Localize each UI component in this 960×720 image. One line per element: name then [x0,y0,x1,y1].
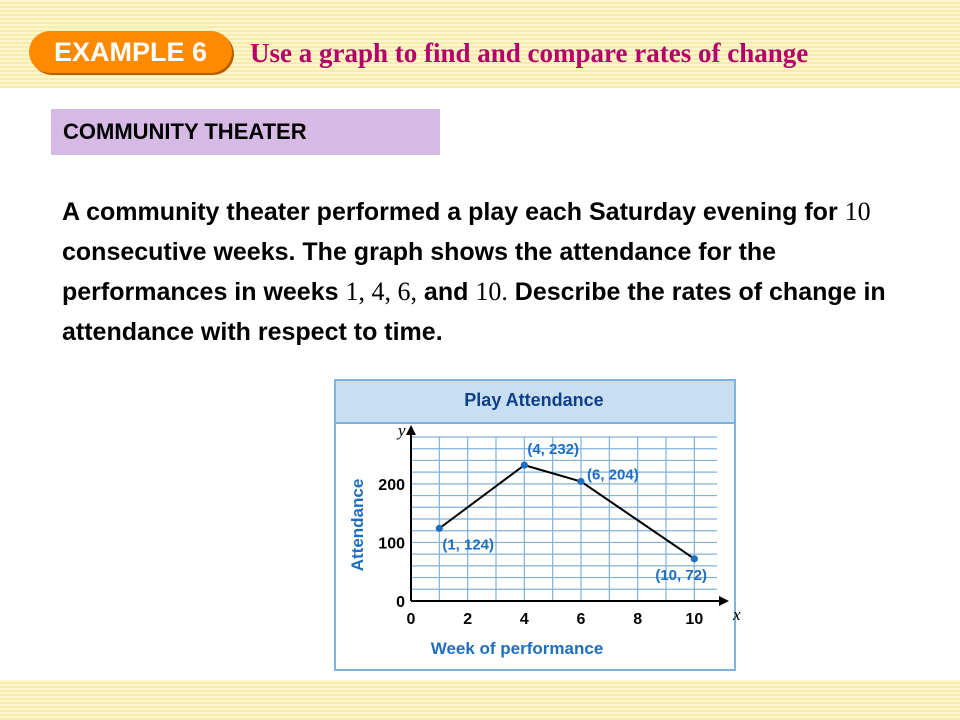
problem-number-week-last: 10. [475,277,508,306]
x-tick-label: 10 [685,611,704,628]
y-axis-variable: y [398,421,406,440]
problem-text-3: and [416,278,476,306]
section-label-text: COMMUNITY THEATER [63,119,307,144]
x-tick-label: 4 [519,611,529,628]
data-point [577,478,584,485]
y-axis-label: Attendance [348,478,367,572]
section-label [51,109,440,155]
data-point-label: (1, 124) [442,536,495,554]
x-axis-label: Week of performance [430,639,604,658]
x-tick-label: 6 [576,611,586,628]
attendance-chart [334,379,741,671]
problem-number-weeks-total: 10 [844,197,871,226]
data-point [521,462,528,469]
slide-heading: Use a graph to find and compare rates of change [250,38,809,68]
y-tick-label: 0 [396,594,405,611]
x-tick-label: 8 [633,611,643,628]
data-point-label: (4, 232) [527,441,580,459]
data-point-label: (6, 204) [587,466,639,484]
y-tick-label: 200 [378,476,405,494]
x-axis-variable: x [733,605,741,624]
data-point [436,525,443,532]
problem-text-2: consecutive weeks. The graph shows the attendance for the performances in weeks [62,238,777,306]
data-point-label: (10, 72) [655,566,708,584]
x-tick-label: 2 [463,611,473,628]
bottom-decorative-band [0,680,960,720]
example-badge: EXAMPLE 6 [29,31,232,73]
problem-text-1: A community theater performed a play each Saturday evening for [62,198,845,226]
problem-text-4: Describe the rates of change in attendance with respect to time. [62,278,886,346]
chart-title: Play Attendance [464,390,604,410]
x-tick-label: 0 [406,611,416,628]
y-tick-label: 100 [378,535,405,553]
data-point [691,555,698,562]
problem-statement [62,192,902,352]
problem-number-weeks-list: 1, 4, 6, [345,277,417,306]
